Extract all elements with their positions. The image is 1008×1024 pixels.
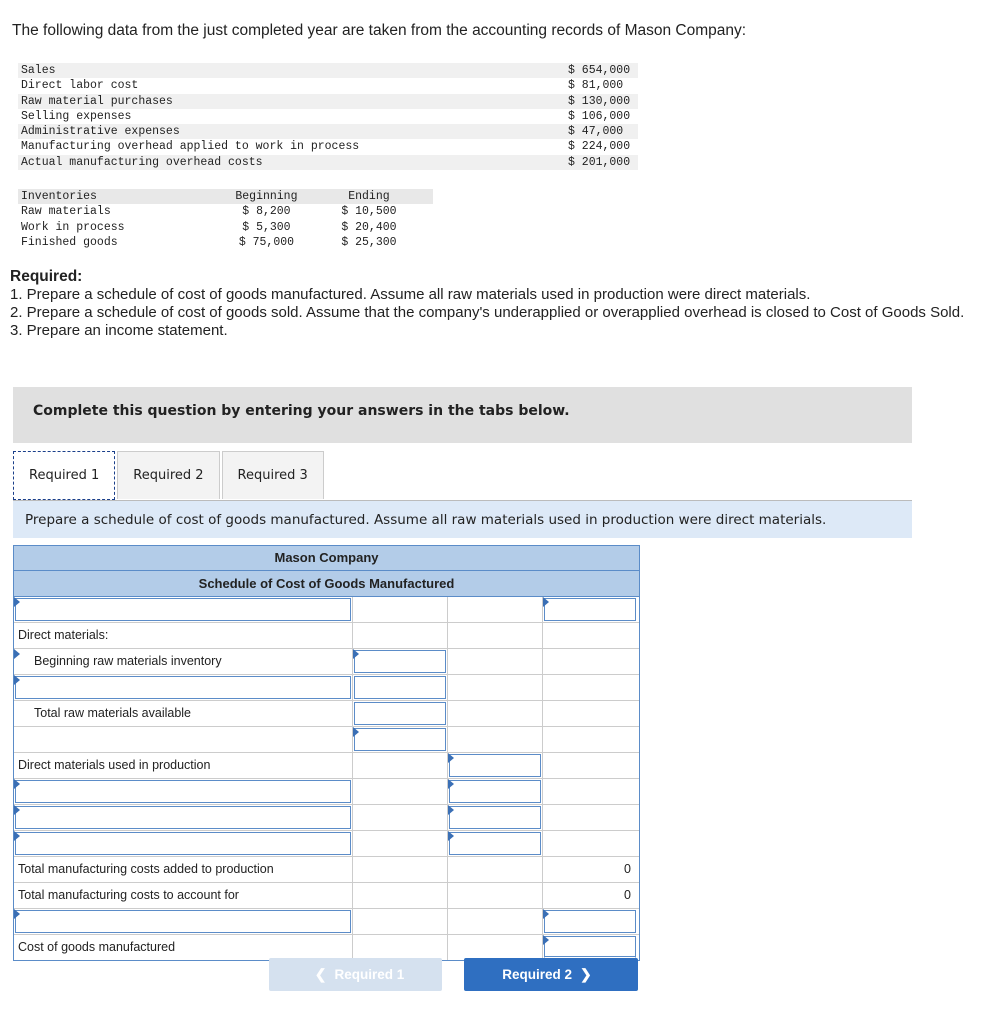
table-row [14, 597, 639, 623]
table-row [14, 623, 639, 649]
input-marker-icon [448, 779, 454, 789]
cogm-schedule [13, 545, 640, 961]
input-marker-icon [448, 753, 454, 763]
problem-intro: The following data from the just completed year are taken from the accounting records of Mason Company: [12, 22, 747, 39]
amount-input[interactable] [354, 650, 446, 673]
input-marker-icon [543, 909, 549, 919]
data-row: Raw material purchases $ 130,000 [18, 94, 638, 109]
input-marker-icon [448, 831, 454, 841]
direct-materials-label: Direct materials: [18, 628, 109, 642]
data-row: Direct labor cost $ 81,000 [21, 79, 624, 93]
chevron-right-icon: ❯ [580, 966, 592, 982]
beginning-rm-label: Beginning raw materials inventory [34, 654, 222, 668]
inventories-row: Finished goods $ 75,000 $ 25,300 [21, 235, 397, 249]
next-label: Required 2 [502, 967, 573, 982]
inventories-table [18, 189, 433, 250]
amount-input[interactable] [354, 702, 446, 725]
tab-instruction [13, 501, 912, 538]
data-row: Sales $ 654,000 [18, 63, 638, 78]
input-marker-icon [353, 727, 359, 737]
amount-input[interactable] [354, 676, 446, 699]
label-input[interactable] [15, 806, 351, 829]
input-marker-icon [14, 831, 20, 841]
label-input[interactable] [15, 676, 351, 699]
inventories-header: Inventories Beginning Ending [18, 189, 433, 204]
input-marker-icon [14, 805, 20, 815]
dropdown-marker-icon [14, 597, 20, 607]
label-input[interactable] [15, 910, 351, 933]
amount-input[interactable] [544, 910, 636, 933]
input-marker-icon [14, 779, 20, 789]
input-marker-icon [353, 649, 359, 659]
data-row: Administrative expenses $ 47,000 [18, 124, 638, 139]
amount-input[interactable] [449, 754, 541, 777]
total-added-value: 0 [624, 862, 631, 876]
table-row [14, 883, 639, 909]
required-heading: Required: [10, 268, 83, 285]
total-account-value: 0 [624, 888, 631, 902]
table-row [14, 909, 639, 935]
required-item: 1. Prepare a schedule of cost of goods manufactured. Assume all raw materials used in production were direct materials. [10, 286, 811, 303]
input-marker-icon [543, 597, 549, 607]
instructions-banner [13, 387, 912, 443]
amount-input[interactable] [449, 806, 541, 829]
table-row [14, 675, 639, 701]
required-item: 2. Prepare a schedule of cost of goods sold. Assume that the company's underapplied or overapplied overhead is closed to Cost of Goods Sold. [10, 304, 965, 321]
tab-required-3[interactable]: Required 3 [222, 451, 324, 499]
dm-used-label: Direct materials used in production [18, 758, 211, 772]
inventories-row: Raw materials $ 8,200 $ 10,500 [21, 205, 397, 219]
tab-required-2[interactable]: Required 2 [117, 451, 219, 499]
cost-data-table [18, 63, 638, 170]
inventories-row: Work in process $ 5,300 $ 20,400 [21, 220, 397, 234]
total-rm-available-label: Total raw materials available [34, 706, 192, 720]
instruction-text: Prepare a schedule of cost of goods manufactured. Assume all raw materials used in production were direct materials. [25, 512, 827, 528]
prev-label: Required 1 [334, 967, 405, 982]
tab-bar [13, 451, 326, 500]
schedule-grid [14, 597, 639, 960]
table-row [14, 805, 639, 831]
amount-input[interactable] [354, 728, 446, 751]
next-button[interactable] [464, 958, 638, 991]
required-section [10, 268, 995, 340]
table-row [14, 779, 639, 805]
label-input[interactable] [15, 598, 351, 621]
schedule-title: Schedule of Cost of Goods Manufactured [14, 571, 639, 597]
schedule-company: Mason Company [14, 546, 639, 571]
data-row: Selling expenses $ 106,000 [21, 109, 631, 123]
table-row [14, 649, 639, 675]
amount-input[interactable] [449, 780, 541, 803]
amount-input[interactable] [544, 598, 636, 621]
table-row [14, 935, 639, 960]
tab-required-1[interactable]: Required 1 [13, 451, 115, 500]
table-row [14, 727, 639, 753]
data-row: Manufacturing overhead applied to work in process $ 224,000 [21, 140, 631, 154]
table-row [14, 701, 639, 727]
total-added-label: Total manufacturing costs added to production [18, 862, 274, 876]
input-marker-icon [14, 909, 20, 919]
required-item: 3. Prepare an income statement. [10, 322, 228, 339]
banner-text: Complete this question by entering your answers in the tabs below. [33, 403, 570, 419]
label-input[interactable] [15, 780, 351, 803]
total-account-label: Total manufacturing costs to account for [18, 888, 239, 902]
table-row [14, 857, 639, 883]
label-input[interactable] [15, 832, 351, 855]
data-row: Actual manufacturing overhead costs $ 201,000 [18, 155, 638, 170]
table-row [14, 831, 639, 857]
table-row [14, 753, 639, 779]
cogm-input[interactable] [544, 936, 636, 959]
input-marker-icon [543, 935, 549, 945]
input-marker-icon [448, 805, 454, 815]
amount-input[interactable] [449, 832, 541, 855]
chevron-left-icon: ❮ [314, 966, 327, 982]
cogm-label: Cost of goods manufactured [18, 940, 176, 954]
input-marker-icon [14, 675, 20, 685]
prev-button[interactable] [269, 958, 442, 991]
input-marker-icon [14, 649, 20, 659]
